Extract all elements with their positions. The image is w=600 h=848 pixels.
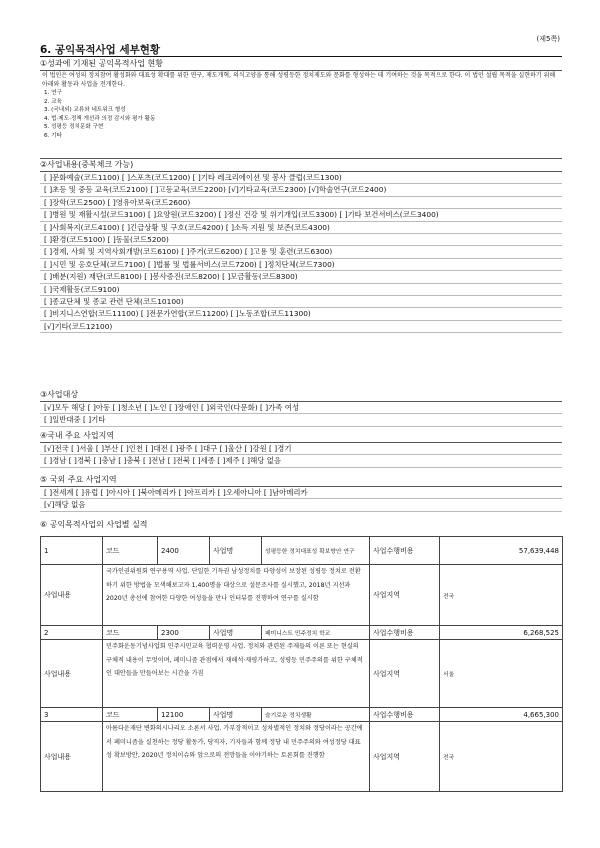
purpose-item: 6. 기타 — [44, 132, 62, 139]
region-label: 사업지역 — [370, 722, 440, 792]
content-label: 사업내용 — [41, 565, 103, 626]
checkbox-row: [ ]일반대중 [ ]기타 — [40, 414, 562, 426]
project-description: 아름다운재단 변화의시나리오 소론서 사업. 가부장적이고 성차별적인 정치와 정당이라는 공간에서 페미니즘을 실천하는 정당 활동가, 당직자, 기자들과 함께 정당 내 민주주의와 여성정당 대표성 확보방안, 2020년 정치이슈와 앞으로의 전망들을 이야기하는 토론회를 진행함 — [103, 722, 370, 792]
content-label: 사업내용 — [41, 722, 103, 792]
checkbox-row: [ ]초등 및 중등 교육(코드2100) [ ]고등교육(코드2200) [√]기타교육(코드2300) [√]학술연구(코드2400) — [40, 184, 562, 196]
purpose-intro: 이 법인은 여성의 정치참여 활성화와 대표성 확대를 위한 연구, 제도개혁, 의식고양을 통해 성평등한 정치제도와 문화를 형성하는 데 기여하는 것을 목적으로 한다. 이 법인 설립 목적을 실현하기 위해 아래와 활동과 사업을 전개한다. — [42, 72, 556, 88]
title-rule — [40, 56, 562, 57]
cost-label: 사업수행비용 — [370, 626, 440, 640]
section-performance — [40, 519, 562, 531]
cost-label: 사업수행비용 — [370, 537, 440, 565]
page-title: 6. 공익목적사업 세부현황 — [40, 44, 161, 56]
checkbox-row: [ ]비지니스연합(코드11100) [ ]전문가연합(코드11200) [ ]노동조합(코드11300) — [40, 308, 562, 320]
checkbox-row: [√]전국 [ ]서울 [ ]부산 [ ]인천 [ ]대전 [ ]광주 [ ]대구 [ ]울산 [ ]강원 [ ]경기 — [40, 443, 562, 455]
checkbox-row: [ ]사회복지(코드4100) [ ]긴급상황 및 구호(코드4200) [ ]소득 지원 및 보존(코드4300) — [40, 222, 562, 234]
section-heading: ⑤ 국외 주요 사업지역 — [40, 475, 117, 484]
purpose-item: 1. 연구 — [44, 90, 62, 96]
code-value: 2400 — [158, 537, 210, 565]
project-name: 슬기로운 정치생활 — [262, 708, 370, 722]
code-value: 2300 — [158, 626, 210, 640]
checkbox-row: [√]기타(코드12100) — [40, 321, 562, 333]
purpose-item: 2. 교육 — [44, 98, 62, 105]
table-row — [41, 626, 563, 640]
checkbox-row: [√]해당 없음 — [40, 499, 562, 511]
project-number: 2 — [41, 626, 103, 640]
table-row — [41, 565, 563, 626]
section-heading: ④국내 주요 사업지역 — [40, 431, 115, 440]
name-label: 사업명 — [210, 626, 262, 640]
section-business-content — [40, 158, 562, 333]
checkbox-row: [ ]경제, 사회 및 지역사회개발(코드6100) [ ]주거(코드6200) [ ]고용 및 훈련(코드6300) — [40, 246, 562, 258]
code-label: 코드 — [103, 537, 158, 565]
checkbox-row: [ ]종교단체 및 종교 관련 단체(코드10100) — [40, 296, 562, 308]
region-value: 전국 — [440, 722, 563, 792]
purpose-item: 3. (국내외) 교류와 네트워크 형성 — [44, 107, 126, 113]
page-number-tag: (제5쪽) — [536, 35, 560, 43]
checkbox-row: [ ]경남 [ ]경북 [ ]충남 [ ]충북 [ ]전남 [ ]전북 [ ]세종 [ ]제주 [ ]해당 없음 — [40, 455, 562, 467]
table-row — [41, 722, 563, 792]
project-name: 성평등한 정치대표성 확보방안 연구 — [262, 537, 370, 565]
performance-table — [40, 536, 563, 792]
checkbox-row: [ ]장학(코드2500) [ ]영유아보육(코드2600) — [40, 197, 562, 209]
checkbox-row: [ ]배분(지원) 재단(코드8100) [ ]봉사증진(코드8200) [ ]모금활동(코드8300) — [40, 271, 562, 283]
table-row — [41, 537, 563, 565]
cost-label: 사업수행비용 — [370, 708, 440, 722]
content-label: 사업내용 — [41, 640, 103, 708]
section-heading: ③사업대상 — [40, 390, 79, 399]
table-row — [41, 640, 563, 708]
project-number: 1 — [41, 537, 103, 565]
code-label: 코드 — [103, 626, 158, 640]
project-name: 페미니스트 민주정치 학교 — [262, 626, 370, 640]
region-value: 전국 — [440, 565, 563, 626]
region-label: 사업지역 — [370, 640, 440, 708]
checkbox-row: [√]모두 해당 [ ]아동 [ ]청소년 [ ]노인 [ ]장애인 [ ]외국인(다문화) [ ]가족 여성 — [40, 402, 562, 414]
region-label: 사업지역 — [370, 565, 440, 626]
checkbox-row: [ ]국제활동(코드9100) — [40, 284, 562, 296]
name-label: 사업명 — [210, 708, 262, 722]
project-description: 민주화운동기념사업회 민주시민교육 협력운영 사업. 정치와 관련된 주제들의 이론 또는 현실의 구체적 내용이 무엇이며, 페미니즘 관점에서 재해석·재평가하고, 성평등 민주주의를 위한 구체적인 대안들을 만들어보는 시간을 가짐 — [103, 640, 370, 708]
cost-value: 6,268,525 — [440, 626, 563, 640]
cost-value: 4,665,300 — [440, 708, 563, 722]
name-label: 사업명 — [210, 537, 262, 565]
checkbox-row: [ ]문화예술(코드1100) [ ]스포츠(코드1200) [ ]기타 레크리에이션 및 봉사 클럽(코드1300) — [40, 172, 562, 184]
checkbox-row: [ ]환경(코드5100) [ ]동물(코드5200) — [40, 234, 562, 246]
purpose-item: 4. 법·제도·정책 개선과 의정 감시와 평가 활동 — [44, 115, 156, 122]
project-description: 국가인권위원회 연구용역 사업. 단일한 기득권 남성정치를 다양성이 보장된 성평등 정치로 전환하기 위한 방법을 모색해보고자 1,400명을 대상으로 설문조사를 실시했고, 2018년 지선과 2020년 총선에 참여한 다양한 여성들을 만나 인터뷰를 진행하여 연구를 실시함 — [103, 565, 370, 626]
section-target — [40, 389, 562, 427]
project-number: 3 — [41, 708, 103, 722]
section-overseas-region — [40, 474, 562, 512]
cost-value: 57,639,448 — [440, 537, 563, 565]
section-heading: ⑥ 공익목적사업의 사업별 실적 — [40, 520, 148, 529]
table-row — [41, 708, 563, 722]
checkbox-row: [ ]병원 및 재활시설(코드3100) [ ]요양원(코드3200) [ ]정신 건강 및 위기개입(코드3300) [ ]기타 보건서비스(코드3400) — [40, 209, 562, 221]
checkbox-row: [ ]시민 및 옹호단체(코드7100) [ ]법률 및 법률서비스(코드7200) [ ]정치단체(코드7300) — [40, 259, 562, 271]
code-label: 코드 — [103, 708, 158, 722]
section-purpose — [40, 58, 562, 140]
section-heading: ②사업내용(중복체크 가능) — [40, 160, 134, 169]
code-value: 12100 — [158, 708, 210, 722]
purpose-item: 5. 성평등 정치문화 구현 — [44, 124, 104, 130]
section-heading: ①성과에 기재된 공익목적사업 현황 — [40, 59, 163, 68]
region-value: 서울 — [440, 640, 563, 708]
checkbox-row: [ ]전세계 [ ]유럽 [ ]아시아 [ ]북아메리카 [ ]아프리카 [ ]오세아니아 [ ]남아메리카 — [40, 487, 562, 499]
section-domestic-region — [40, 430, 562, 468]
